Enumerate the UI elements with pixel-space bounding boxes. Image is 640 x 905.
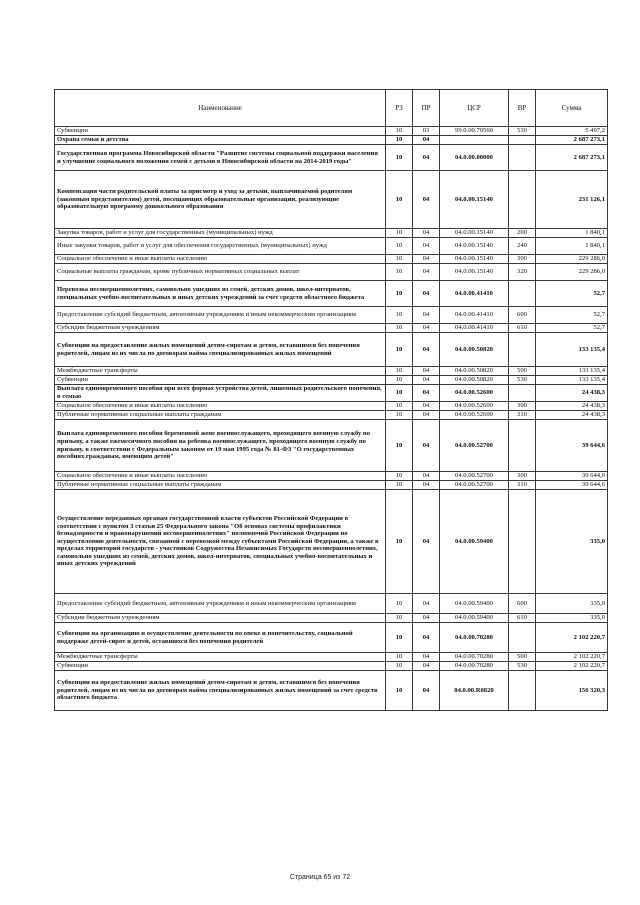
cell-vr: 500 xyxy=(509,367,536,376)
cell-rz: 10 xyxy=(386,411,413,420)
cell-sum: 133 135,4 xyxy=(536,376,608,385)
cell-pr: 04 xyxy=(413,420,440,472)
cell-rz: 10 xyxy=(386,281,413,307)
cell-sum: 335,0 xyxy=(536,490,608,594)
cell-csr: 04.0.00.41410 xyxy=(440,324,509,333)
cell-name: Государственная программа Новосибирской области "Развитие системы социальной поддержки населения и улучшение социального положения семей с детьми в Новосибирской области на 2014-2019 годы" xyxy=(55,145,386,171)
cell-sum: 52,7 xyxy=(536,281,608,307)
budget-table xyxy=(54,89,608,711)
cell-sum: 133 135,4 xyxy=(536,367,608,376)
table-header-row xyxy=(55,90,608,127)
cell-vr: 320 xyxy=(509,264,536,281)
cell-vr xyxy=(509,145,536,171)
cell-pr: 04 xyxy=(413,623,440,653)
cell-sum: 335,0 xyxy=(536,614,608,623)
cell-pr: 04 xyxy=(413,264,440,281)
table-row xyxy=(55,171,608,229)
cell-rz: 10 xyxy=(386,324,413,333)
cell-sum: 2 687 273,1 xyxy=(536,136,608,145)
cell-pr: 04 xyxy=(413,333,440,367)
cell-sum: 231 126,1 xyxy=(536,171,608,229)
cell-name: Субсидии бюджетным учреждениям xyxy=(55,324,386,333)
cell-sum: 24 438,3 xyxy=(536,385,608,402)
table-row xyxy=(55,281,608,307)
cell-rz: 10 xyxy=(386,653,413,662)
cell-csr: 04.0.00.52700 xyxy=(440,420,509,472)
cell-vr: 300 xyxy=(509,472,536,481)
table-row xyxy=(55,376,608,385)
cell-csr: 04.0.00.52600 xyxy=(440,402,509,411)
cell-sum: 1 840,1 xyxy=(536,229,608,238)
cell-name: Межбюджетные трансферты xyxy=(55,367,386,376)
cell-rz: 10 xyxy=(386,238,413,255)
cell-rz: 10 xyxy=(386,594,413,614)
cell-rz: 10 xyxy=(386,127,413,136)
cell-vr: 240 xyxy=(509,238,536,255)
cell-name: Закупка товаров, работ и услуг для государственных (муниципальных) нужд xyxy=(55,229,386,238)
cell-pr: 04 xyxy=(413,481,440,490)
cell-vr: 610 xyxy=(509,324,536,333)
cell-name: Социальное обеспечение и иные выплаты населению xyxy=(55,255,386,264)
cell-pr: 04 xyxy=(413,472,440,481)
cell-vr xyxy=(509,671,536,711)
cell-name: Осуществление переданных органам государственной власти субъектов Российской Федерации в соответствии с пунктом 3 статьи 25 Федерального закона "Об основах системы профилактики безнадзорности и правонарушений несовершеннолетних" полномочий Российской Федерации по осуществлению деятельности, связанной с перевозкой между субъектами Российской Федерации, а также в пределах территорий государств - участников Содружества Независимых Государств несовершеннолетних, самовольно ушедших из семей, детских домов, школ-интернатов, специальных учебно-воспитательных и иных детских учреждений xyxy=(55,490,386,594)
cell-sum: 335,0 xyxy=(536,594,608,614)
cell-rz: 10 xyxy=(386,614,413,623)
header-sum: Сумма xyxy=(536,90,608,127)
cell-sum: 229 286,0 xyxy=(536,264,608,281)
cell-pr: 04 xyxy=(413,238,440,255)
cell-rz: 10 xyxy=(386,333,413,367)
cell-sum: 24 438,3 xyxy=(536,402,608,411)
table-row xyxy=(55,324,608,333)
cell-sum: 24 438,3 xyxy=(536,411,608,420)
cell-rz: 10 xyxy=(386,376,413,385)
cell-rz: 10 xyxy=(386,490,413,594)
cell-pr: 04 xyxy=(413,255,440,264)
table-body xyxy=(55,127,608,711)
cell-vr: 500 xyxy=(509,653,536,662)
cell-name: Субвенции xyxy=(55,376,386,385)
cell-pr: 04 xyxy=(413,281,440,307)
cell-pr: 04 xyxy=(413,662,440,671)
cell-name: Предоставление субсидий бюджетным, автономным учреждениям и иным некоммерческим организациям xyxy=(55,594,386,614)
cell-pr: 04 xyxy=(413,367,440,376)
cell-csr: 04.0.00.52700 xyxy=(440,481,509,490)
header-name: Наименование xyxy=(55,90,386,127)
cell-vr: 530 xyxy=(509,662,536,671)
table-row xyxy=(55,472,608,481)
cell-sum: 156 320,3 xyxy=(536,671,608,711)
cell-vr xyxy=(509,623,536,653)
cell-name: Предоставление субсидий бюджетным, автономным учреждениям и иным некоммерческим организациям xyxy=(55,307,386,324)
header-csr: ЦСР xyxy=(440,90,509,127)
cell-name: Субвенции на организацию и осуществление деятельности по опеке и попечительству, социальной поддержке детей-сирот и детей, оставшихся без попечения родителей xyxy=(55,623,386,653)
cell-vr xyxy=(509,420,536,472)
table-row xyxy=(55,614,608,623)
table-row xyxy=(55,264,608,281)
cell-rz: 10 xyxy=(386,385,413,402)
cell-csr: 04.0.00.50820 xyxy=(440,376,509,385)
cell-name: Публичные нормативные социальные выплаты гражданам xyxy=(55,411,386,420)
cell-pr: 04 xyxy=(413,411,440,420)
table-row xyxy=(55,255,608,264)
table-row xyxy=(55,662,608,671)
table-row xyxy=(55,307,608,324)
cell-sum: 5 497,2 xyxy=(536,127,608,136)
cell-rz: 10 xyxy=(386,145,413,171)
cell-rz: 10 xyxy=(386,264,413,281)
cell-pr: 04 xyxy=(413,402,440,411)
table-row xyxy=(55,367,608,376)
cell-vr xyxy=(509,385,536,402)
cell-name: Субвенции xyxy=(55,662,386,671)
cell-rz: 10 xyxy=(386,229,413,238)
table-row xyxy=(55,490,608,594)
cell-sum: 52,7 xyxy=(536,324,608,333)
cell-csr: 04.0.00.70280 xyxy=(440,662,509,671)
cell-csr: 04.0.00.70280 xyxy=(440,623,509,653)
cell-rz: 10 xyxy=(386,472,413,481)
cell-name: Субсидии бюджетным учреждениям xyxy=(55,614,386,623)
cell-vr: 530 xyxy=(509,376,536,385)
cell-vr: 310 xyxy=(509,481,536,490)
table-row xyxy=(55,385,608,402)
cell-name: Выплата единовременного пособия беременной жене военнослужащего, проходящего военную службу по призыву, а также ежемесячного пособия на ребенка военнослужащего, проходящего военную службу по призыву, в соответствии с Федеральным законом от 19 мая 1995 года № 81-ФЗ "О государственных пособиях гражданам, имеющим детей" xyxy=(55,420,386,472)
cell-vr: 200 xyxy=(509,229,536,238)
cell-csr: 04.0.00.52600 xyxy=(440,411,509,420)
cell-name: Социальное обеспечение и иные выплаты населению xyxy=(55,472,386,481)
cell-sum: 52,7 xyxy=(536,307,608,324)
cell-sum: 39 644,6 xyxy=(536,420,608,472)
cell-pr: 04 xyxy=(413,171,440,229)
table-row xyxy=(55,136,608,145)
cell-sum: 2 102 220,7 xyxy=(536,662,608,671)
cell-pr: 04 xyxy=(413,145,440,171)
header-rz: РЗ xyxy=(386,90,413,127)
cell-name: Компенсация части родительской платы за присмотр и уход за детьми, выплачиваемой родителям (законным представителям) детей, посещающих образовательные организации, реализующие образовательную программу дошкольного образования xyxy=(55,171,386,229)
cell-csr: 04.0.00.00000 xyxy=(440,145,509,171)
cell-pr: 04 xyxy=(413,229,440,238)
table-row xyxy=(55,623,608,653)
cell-sum: 133 135,4 xyxy=(536,333,608,367)
table-row xyxy=(55,145,608,171)
cell-name: Перевозка несовершеннолетних, самовольно ушедших из семей, детских домов, школ-интернатов, специальных учебно-воспитательных и иных детских учреждений за счет средств областного бюджета xyxy=(55,281,386,307)
cell-csr: 04.0.00.41410 xyxy=(440,307,509,324)
cell-sum: 2 102 220,7 xyxy=(536,653,608,662)
table-row xyxy=(55,333,608,367)
cell-vr xyxy=(509,171,536,229)
cell-rz: 10 xyxy=(386,136,413,145)
cell-pr: 04 xyxy=(413,671,440,711)
table-row xyxy=(55,481,608,490)
cell-csr xyxy=(440,136,509,145)
cell-sum: 2 102 220,7 xyxy=(536,623,608,653)
cell-rz: 10 xyxy=(386,255,413,264)
cell-csr: 04.0.00.15140 xyxy=(440,229,509,238)
cell-pr: 04 xyxy=(413,136,440,145)
cell-csr: 04.0.00.50820 xyxy=(440,367,509,376)
cell-sum: 2 687 273,1 xyxy=(536,145,608,171)
cell-pr: 04 xyxy=(413,614,440,623)
cell-sum: 229 286,0 xyxy=(536,255,608,264)
cell-csr: 04.0.00.59400 xyxy=(440,594,509,614)
cell-rz: 10 xyxy=(386,623,413,653)
cell-name: Субвенции на предоставление жилых помещений детям-сиротам и детям, оставшимся без попечения родителей, лицам из их числа по договорам найма специализированных жилых помещений xyxy=(55,333,386,367)
header-pr: ПР xyxy=(413,90,440,127)
cell-vr: 530 xyxy=(509,127,536,136)
cell-pr: 04 xyxy=(413,385,440,402)
table-row xyxy=(55,594,608,614)
cell-pr: 04 xyxy=(413,307,440,324)
cell-name: Межбюджетные трансферты xyxy=(55,653,386,662)
table-row xyxy=(55,127,608,136)
cell-pr: 04 xyxy=(413,653,440,662)
cell-rz: 10 xyxy=(386,420,413,472)
cell-csr: 04.0.00.52700 xyxy=(440,472,509,481)
cell-vr xyxy=(509,136,536,145)
cell-csr: 04.0.00.59400 xyxy=(440,614,509,623)
cell-rz: 10 xyxy=(386,307,413,324)
cell-csr: 04.0.00.15140 xyxy=(440,255,509,264)
cell-csr: 99.0.00.70560 xyxy=(440,127,509,136)
cell-vr: 300 xyxy=(509,402,536,411)
cell-csr: 04.0.00.R0820 xyxy=(440,671,509,711)
cell-sum: 1 840,1 xyxy=(536,238,608,255)
cell-vr: 600 xyxy=(509,594,536,614)
cell-name: Социальные выплаты гражданам, кроме публичных нормативных социальных выплат xyxy=(55,264,386,281)
cell-pr: 03 xyxy=(413,127,440,136)
cell-name: Субвенции xyxy=(55,127,386,136)
cell-vr: 300 xyxy=(509,255,536,264)
cell-rz: 10 xyxy=(386,481,413,490)
cell-csr: 04.0.00.52600 xyxy=(440,385,509,402)
table-row xyxy=(55,671,608,711)
cell-sum: 39 644,6 xyxy=(536,481,608,490)
cell-name: Охрана семьи и детства xyxy=(55,136,386,145)
cell-name: Выплата единовременного пособия при всех формах устройства детей, лишенных родительского попечения, в семью xyxy=(55,385,386,402)
cell-rz: 10 xyxy=(386,662,413,671)
cell-sum: 39 644,6 xyxy=(536,472,608,481)
table-row xyxy=(55,229,608,238)
cell-name: Субвенции на предоставление жилых помещений детям-сиротам и детям, оставшимся без попечения родителей, лицам из их числа по договорам найма специализированных жилых помещений за счет средств областного бюджета xyxy=(55,671,386,711)
cell-csr: 04.0.00.15140 xyxy=(440,264,509,281)
cell-vr xyxy=(509,281,536,307)
cell-pr: 04 xyxy=(413,490,440,594)
cell-vr xyxy=(509,333,536,367)
cell-rz: 10 xyxy=(386,367,413,376)
table-row xyxy=(55,653,608,662)
cell-vr xyxy=(509,490,536,594)
cell-csr: 04.0.00.15140 xyxy=(440,238,509,255)
table-row xyxy=(55,411,608,420)
table-row xyxy=(55,402,608,411)
cell-name: Иные закупки товаров, работ и услуг для обеспечения государственных (муниципальных) нужд xyxy=(55,238,386,255)
cell-pr: 04 xyxy=(413,324,440,333)
cell-rz: 10 xyxy=(386,402,413,411)
cell-rz: 10 xyxy=(386,171,413,229)
cell-name: Публичные нормативные социальные выплаты гражданам xyxy=(55,481,386,490)
cell-pr: 04 xyxy=(413,376,440,385)
cell-vr: 610 xyxy=(509,614,536,623)
cell-pr: 04 xyxy=(413,594,440,614)
table-row xyxy=(55,420,608,472)
cell-rz: 10 xyxy=(386,671,413,711)
page-footer: Страница 65 из 72 xyxy=(289,874,351,881)
table-row xyxy=(55,238,608,255)
cell-csr: 04.0.00.70280 xyxy=(440,653,509,662)
cell-csr: 04.0.00.41410 xyxy=(440,281,509,307)
cell-csr: 04.0.00.59400 xyxy=(440,490,509,594)
header-vr: ВР xyxy=(509,90,536,127)
cell-vr: 600 xyxy=(509,307,536,324)
cell-name: Социальное обеспечение и иные выплаты населению xyxy=(55,402,386,411)
cell-vr: 310 xyxy=(509,411,536,420)
cell-csr: 04.0.00.50820 xyxy=(440,333,509,367)
cell-csr: 04.0.00.15140 xyxy=(440,171,509,229)
